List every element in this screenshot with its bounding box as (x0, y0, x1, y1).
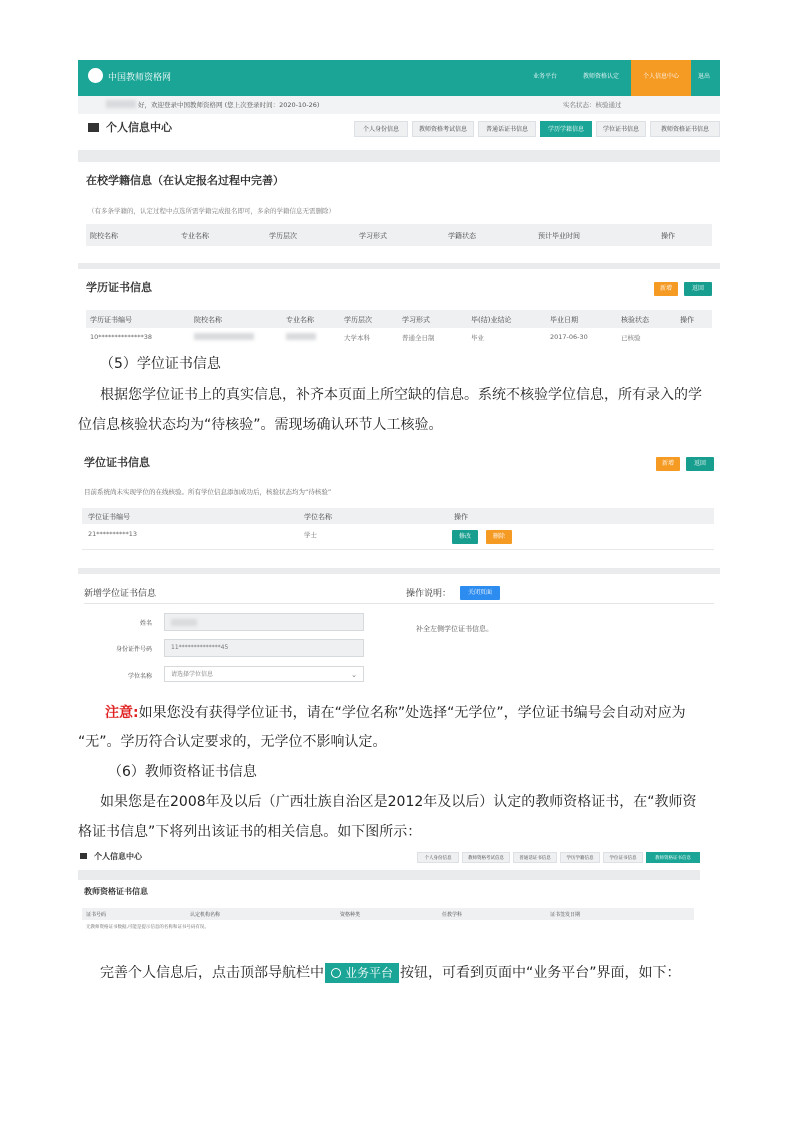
name-field[interactable] (164, 613, 364, 631)
degree-title: 学位证书信息 (84, 456, 150, 469)
screenshot-degree (78, 446, 720, 682)
logo-text: 中国教师资格网 (108, 73, 172, 83)
degree-select[interactable]: 请选择学位信息 ⌄ (164, 666, 364, 682)
screenshot-teacher-cert (78, 848, 700, 948)
tab-bar (354, 121, 720, 139)
help-label: 操作说明： (406, 589, 452, 599)
nav-qualification[interactable]: 教师资格认定 (583, 73, 620, 80)
top-nav-bar (78, 60, 720, 96)
platform-icon (331, 968, 341, 978)
tab-degree[interactable]: 学位证书信息 (596, 121, 646, 137)
diploma-title: 学历证书信息 (86, 281, 152, 294)
folder-icon (88, 123, 99, 132)
welcome-text: 好，欢迎登录中国教师资格网 (您上次登录时间：2020-10-26) (138, 101, 320, 109)
teacher-tab-bar: 个人身份信息 教师资格考试信息 普通话证书信息 学历学籍信息 学位证书信息 教师资格证书信息 (417, 852, 700, 864)
tab-education[interactable]: 学历学籍信息 (540, 121, 592, 137)
id-label: 身份证件号码 (115, 646, 152, 653)
name-label: 姓名 (139, 620, 152, 627)
nav-business-platform[interactable]: 业务平台 (533, 73, 558, 80)
tab-teacher-cert[interactable]: 教师资格证书信息 (650, 121, 720, 137)
logo-icon (88, 68, 103, 83)
degree-name-label: 学位名称 (127, 673, 152, 680)
tab-mandarin[interactable]: 普通话证书信息 (478, 121, 536, 137)
page-header (78, 114, 720, 148)
degree-row: 21**********13 学士 修改 删除 (82, 524, 714, 550)
p6-line2: 格证书信息”下将列出该证书的相关信息。如下图所示： (78, 824, 422, 840)
school-table-header: 院校名称 专业名称 学历层次 学习形式 学籍状态 预计毕业时间 操作 (86, 224, 712, 246)
real-name-status: 实名状态：核验通过 (563, 101, 622, 109)
form-divider (84, 603, 714, 604)
note-line1: 注意:如果您没有获得学位证书，请在“学位名称”处选择“无学位”，学位证书编号会自动对应为 (105, 705, 686, 721)
teacher-table-header: 证书号码 认定机构名称 资格种类 任教学科 证书签发日期 (82, 908, 694, 920)
note-label: 注意: (105, 705, 139, 721)
welcome-bar (78, 96, 720, 114)
degree-note: 目前系统尚未实现学位的在线核验。所有学位信息添加成功后，核验状态均为“待核验” (84, 488, 332, 496)
degree-edit-button[interactable]: 修改 (452, 530, 478, 544)
final-line: 完善个人信息后，点击顶部导航栏中 业务平台 按钮，可看到页面中“业务平台”界面，如下： (100, 965, 681, 981)
gray-band (78, 150, 720, 162)
teacher-empty-text: 无教师资格证书数据,可能是提示信息的名称和证书号码有误。 (86, 925, 209, 930)
degree-back-button[interactable]: 返回 (686, 457, 714, 471)
chevron-down-icon: ⌄ (351, 671, 357, 679)
gray-band-3 (78, 568, 720, 574)
diploma-table-header: 学历证书编号 院校名称 专业名称 学历层次 学习形式 毕(结)业结论 毕业日期 核验状态 操作 (86, 310, 712, 328)
new-degree-title: 新增学位证书信息 (84, 589, 157, 599)
business-platform-button[interactable]: 业务平台 (325, 963, 399, 983)
p6-line1: 如果您是在2008年及以后（广西壮族自治区是2012年及以后）认定的教师资格证书，在“教师资 (100, 794, 697, 810)
diploma-back-button[interactable]: 返回 (684, 282, 712, 296)
page-title: 个人信息中心 (106, 121, 172, 134)
teacher-page-title: 个人信息中心 (94, 852, 142, 861)
folder-icon (80, 853, 87, 859)
teacher-cert-title: 教师资格证书信息 (84, 887, 148, 896)
gray-band-2 (78, 263, 720, 269)
degree-add-button[interactable]: 新增 (656, 457, 680, 471)
school-record-title: 在校学籍信息（在认定报名过程中完善） (86, 174, 284, 187)
degree-table-header: 学位证书编号 学位名称 操作 (82, 508, 714, 524)
school-record-note: （有多条学籍的，认定过程中点选所需学籍完成报名即可，多余的学籍信息无需删除） (88, 207, 335, 215)
nav-personal-center[interactable]: 个人信息中心 (631, 60, 691, 96)
nav-logout[interactable]: 退出 (698, 73, 711, 80)
degree-delete-button[interactable]: 删除 (486, 530, 512, 544)
tab-identity[interactable]: 个人身份信息 (354, 121, 408, 137)
tab-exam[interactable]: 教师资格考试信息 (412, 121, 474, 137)
diploma-add-button[interactable]: 新增 (654, 282, 678, 296)
heading-6: （6）教师资格证书信息 (108, 764, 257, 780)
note-line2: “无”。学历符合认定要求的，无学位不影响认定。 (78, 734, 387, 750)
diploma-row: 10**************38 大学本科 普通全日制 毕业 2017-06-30 已核验 (90, 333, 641, 342)
id-field[interactable]: 11**************45 (164, 639, 364, 657)
screenshot-personal-center (78, 60, 720, 345)
help-text: 补全左侧学位证书信息。 (416, 625, 493, 633)
p5-line1: 根据您学位证书上的真实信息，补齐本页面上所空缺的信息。系统不核验学位信息，所有录入的学 (100, 387, 702, 403)
close-page-button[interactable]: 关闭页面 (460, 586, 500, 600)
p5-line2: 位信息核验状态均为“待核验”。需现场确认环节人工核验。 (78, 417, 443, 433)
heading-5: （5）学位证书信息 (100, 356, 221, 372)
